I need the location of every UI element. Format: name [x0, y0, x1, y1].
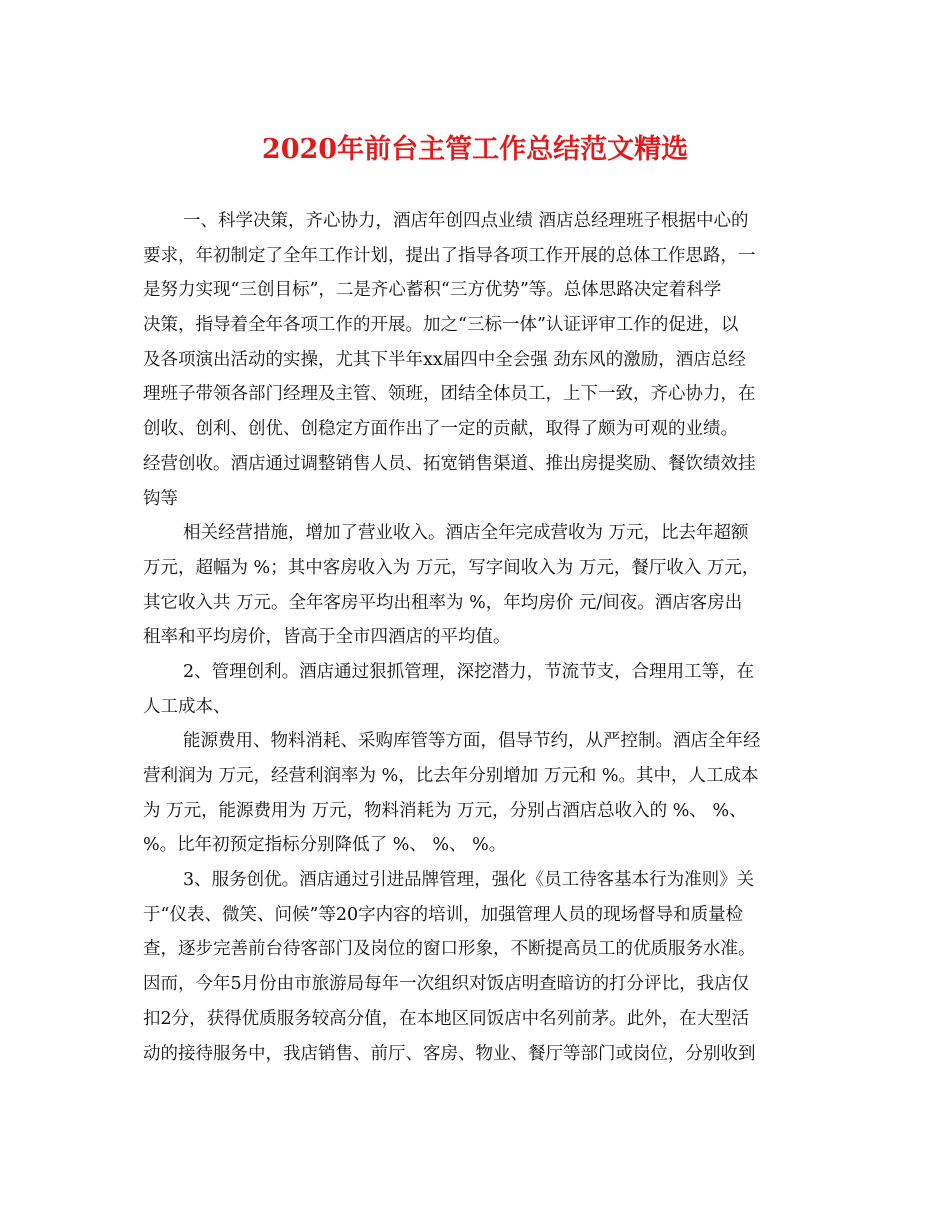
document-line: %。比年初预定指标分别降低了 %、 %、 %。 [143, 835, 507, 856]
document-line: 人工成本、 [143, 696, 231, 717]
document-line: 查，逐步完善前台待客部门及岗位的窗口形象，不断提高员工的优质服务水准。 [143, 939, 756, 960]
document-line: 创收、创利、创优、创稳定方面作出了一定的贡献，取得了颇为可观的业绩。 [143, 419, 738, 440]
document-line: 及各项演出活动的实操，尤其下半年xx届四中全会强 劲东风的激励，酒店总经 [143, 349, 746, 370]
document-line: 营利润为 万元，经营利润率为 %，比去年分别增加 万元和 %。其中，人工成本 [143, 766, 759, 786]
document-line: 因而，今年5月份由市旅游局每年一次组织对饭店明查暗访的打分评比，我店仅 [143, 974, 750, 995]
document-line: 决策，指导着全年各项工作的开展。加之“三标一体”认证评审工作的促进，以 [143, 315, 739, 336]
document-line: 于“仪表、微笑、问候”等20字内容的培训，加强管理人员的现场督导和质量检 [143, 904, 744, 925]
document-line: 扣2分，获得优质服务较高分值，在本地区同饭店中名列前茅。此外，在大型活 [143, 1008, 750, 1029]
document-title: 2020年前台主管工作总结范文精选 [261, 134, 689, 165]
document-body [143, 204, 813, 1071]
document-line: 能源费用、物料消耗、采购库管等方面，倡导节约，从严控制。酒店全年经 [183, 731, 761, 752]
document-line: 要求，年初制定了全年工作计划，提出了指导各项工作开展的总体工作思路，一 [143, 245, 756, 266]
document-line: 2、管理创利。酒店通过狠抓管理，深挖潜力，节流节支，合理用工等，在 [183, 661, 755, 682]
document-line: 动的接待服务中，我店销售、前厅、客房、物业、餐厅等部门或岗位，分别收到 [143, 1043, 756, 1064]
document-line: 万元，超幅为 %；其中客房收入为 万元，写字间收入为 万元，餐厅收入 万元， [143, 557, 760, 578]
document-line: 是努力实现“三创目标”，二是齐心蓄积“三方优势”等。总体思路决定着科学 [143, 280, 722, 301]
document-line: 租率和平均房价，皆高于全市四酒店的平均值。 [143, 627, 511, 648]
document-line: 一、科学决策，齐心协力，酒店年创四点业绩 酒店总经理班子根据中心的 [183, 211, 749, 231]
document-line: 理班子带领各部门经理及主管、领班，团结全体员工，上下一致，齐心协力，在 [143, 384, 756, 405]
document-line: 相关经营措施，增加了营业收入。酒店全年完成营收为 万元，比去年超额 [183, 523, 749, 544]
document-line: 经营创收。酒店通过调整销售人员、拓宽销售渠道、推出房提奖励、餐饮绩效挂 [143, 453, 756, 474]
document-line: 其它收入共 万元。全年客房平均出租率为 %，年均房价 元/间夜。酒店客房出 [143, 592, 743, 613]
document-line: 为 万元，能源费用为 万元，物料消耗为 万元，分别占酒店总收入的 %、 %、 [143, 800, 747, 821]
document-line: 钩等 [143, 488, 178, 509]
document-line: 3、服务创优。酒店通过引进品牌管理，强化《员工待客基本行为准则》关 [183, 870, 755, 891]
